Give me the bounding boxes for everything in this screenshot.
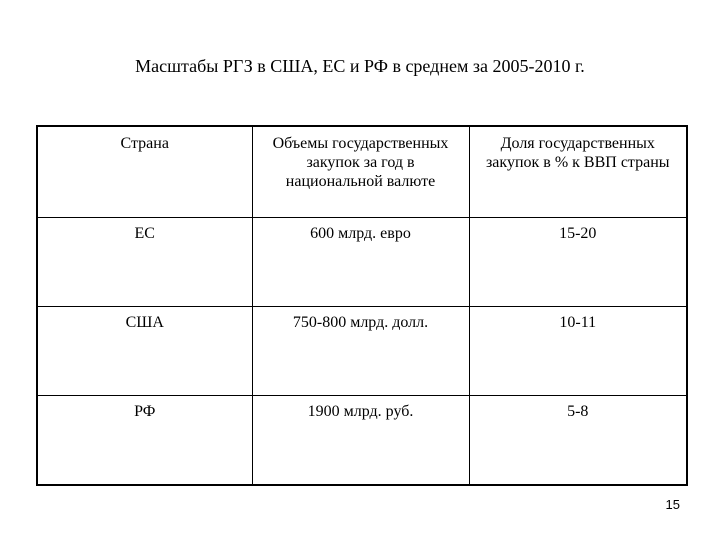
table-row xyxy=(37,307,687,396)
page-number: 15 xyxy=(665,497,680,512)
cell-volume: 750-800 млрд. долл. xyxy=(252,307,469,396)
cell-country: США xyxy=(37,307,252,396)
cell-volume: 1900 млрд. руб. xyxy=(252,396,469,486)
page-title: Масштабы РГЗ в США, ЕС и РФ в среднем за 2005-2010 г. xyxy=(135,56,585,76)
header-procurement-volume: Объемы государственных закупок за год в национальной валюте xyxy=(252,126,469,218)
cell-country: ЕС xyxy=(37,218,252,307)
cell-gdp-share: 5-8 xyxy=(469,396,687,486)
table-row xyxy=(37,218,687,307)
cell-gdp-share: 10-11 xyxy=(469,307,687,396)
table-row xyxy=(37,396,687,486)
header-country: Страна xyxy=(37,126,252,218)
cell-gdp-share: 15-20 xyxy=(469,218,687,307)
cell-volume: 600 млрд. евро xyxy=(252,218,469,307)
cell-country: РФ xyxy=(37,396,252,486)
table-header-row xyxy=(37,126,687,218)
procurement-table xyxy=(36,125,688,486)
header-gdp-share: Доля государственных закупок в % к ВВП страны xyxy=(469,126,687,218)
